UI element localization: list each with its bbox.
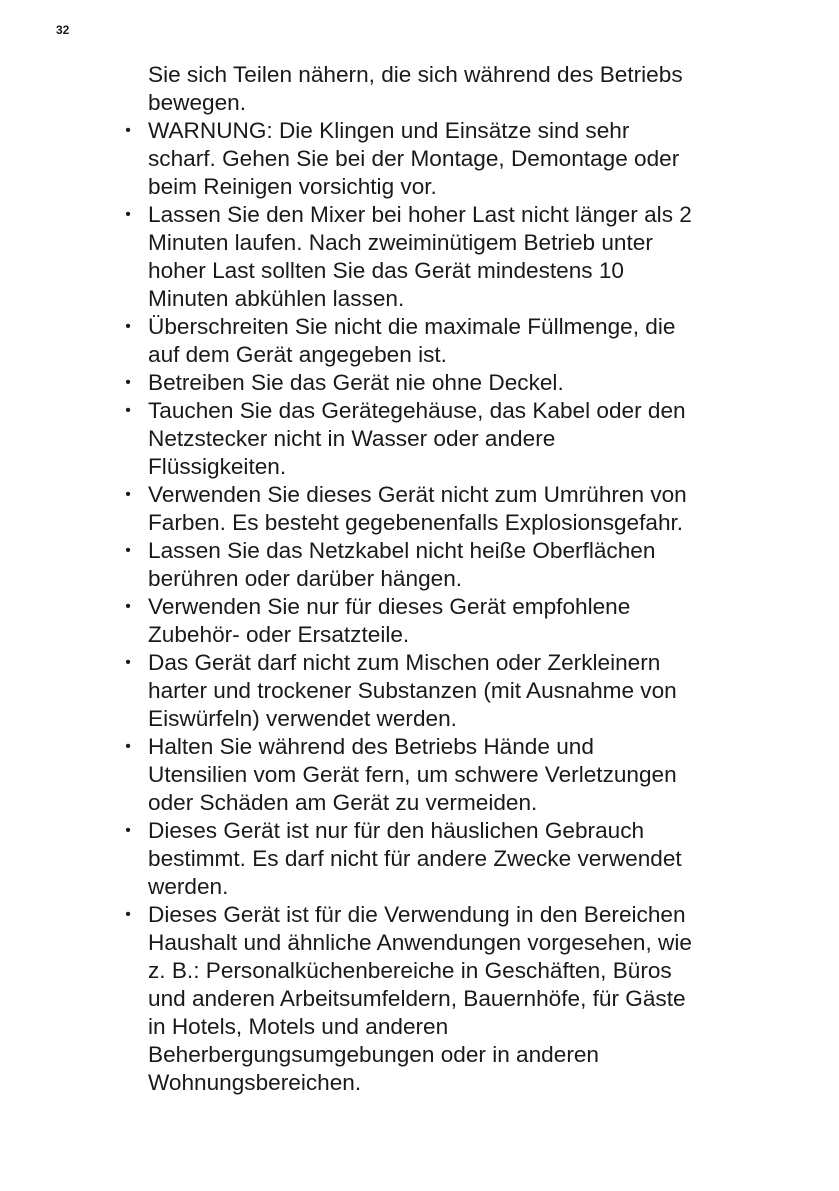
bullet-icon: • xyxy=(125,486,131,503)
text-line: hoher Last sollten Sie das Gerät mindestens 10 xyxy=(148,258,625,283)
text-line: scharf. Gehen Sie bei der Montage, Demontage oder xyxy=(148,146,680,171)
bullet-icon: • xyxy=(125,738,131,755)
text-line: berühren oder darüber hängen. xyxy=(148,566,463,591)
list-item xyxy=(125,117,788,201)
list-item xyxy=(125,481,788,537)
text-line: WARNUNG: Die Klingen und Einsätze sind sehr xyxy=(148,118,630,143)
bullet-icon: • xyxy=(125,374,131,391)
text-line: Minuten abkühlen lassen. xyxy=(148,286,405,311)
bullet-icon: • xyxy=(125,906,131,923)
list-item xyxy=(125,593,788,649)
text-line: Lassen Sie den Mixer bei hoher Last nicht länger als 2 xyxy=(148,202,692,227)
text-line: bewegen. xyxy=(148,90,246,115)
bullet-icon: • xyxy=(125,318,131,335)
bullet-icon: • xyxy=(125,654,131,671)
page-number: 32 xyxy=(56,23,70,37)
bullet-icon: • xyxy=(125,206,131,223)
intro-continuation xyxy=(148,61,788,117)
bullet-icon: • xyxy=(125,598,131,615)
text-line: Verwenden Sie nur für dieses Gerät empfohlene xyxy=(148,594,631,619)
list-item xyxy=(125,817,788,901)
bullet-icon: • xyxy=(125,122,131,139)
text-line: Beherbergungsumgebungen oder in anderen xyxy=(148,1042,599,1067)
text-line: Farben. Es besteht gegebenenfalls Explosionsgefahr. xyxy=(148,510,684,535)
text-line: bestimmt. Es darf nicht für andere Zwecke verwendet xyxy=(148,846,682,871)
list-item xyxy=(125,201,788,313)
list-item xyxy=(125,369,788,397)
text-line: oder Schäden am Gerät zu vermeiden. xyxy=(148,790,538,815)
text-line: Eiswürfeln) verwendet werden. xyxy=(148,706,457,731)
list-item xyxy=(125,901,788,1097)
safety-list xyxy=(125,117,788,1097)
text-line: Halten Sie während des Betriebs Hände und xyxy=(148,734,594,759)
text-line: und anderen Arbeitsumfeldern, Bauernhöfe, für Gäste xyxy=(148,986,686,1011)
text-line: Wohnungsbereichen. xyxy=(148,1070,362,1095)
text-line: auf dem Gerät angegeben ist. xyxy=(148,342,447,367)
text-line: Dieses Gerät ist für die Verwendung in den Bereichen xyxy=(148,902,686,927)
text-line: Verwenden Sie dieses Gerät nicht zum Umrühren von xyxy=(148,482,687,507)
text-line: in Hotels, Motels und anderen xyxy=(148,1014,449,1039)
text-line: harter und trockener Substanzen (mit Ausnahme von xyxy=(148,678,677,703)
text-line: Utensilien vom Gerät fern, um schwere Verletzungen xyxy=(148,762,677,787)
text-line: Dieses Gerät ist nur für den häuslichen Gebrauch xyxy=(148,818,645,843)
text-line: Flüssigkeiten. xyxy=(148,454,287,479)
list-item xyxy=(125,733,788,817)
list-item xyxy=(125,649,788,733)
text-line: Netzstecker nicht in Wasser oder andere xyxy=(148,426,556,451)
text-line: beim Reinigen vorsichtig vor. xyxy=(148,174,437,199)
safety-instructions xyxy=(125,61,788,1097)
text-line: Überschreiten Sie nicht die maximale Füllmenge, die xyxy=(148,314,676,339)
text-line: Betreiben Sie das Gerät nie ohne Deckel. xyxy=(148,370,564,395)
text-line: Zubehör- oder Ersatzteile. xyxy=(148,622,410,647)
bullet-icon: • xyxy=(125,542,131,559)
text-line: Minuten laufen. Nach zweiminütigem Betrieb unter xyxy=(148,230,653,255)
list-item xyxy=(125,313,788,369)
text-line: z. B.: Personalküchenbereiche in Geschäften, Büros xyxy=(148,958,672,983)
list-item xyxy=(125,537,788,593)
list-item xyxy=(125,397,788,481)
text-line: Sie sich Teilen nähern, die sich während des Betriebs xyxy=(148,62,683,87)
text-line: Haushalt und ähnliche Anwendungen vorgesehen, wie xyxy=(148,930,692,955)
bullet-icon: • xyxy=(125,822,131,839)
text-line: Das Gerät darf nicht zum Mischen oder Zerkleinern xyxy=(148,650,661,675)
bullet-icon: • xyxy=(125,402,131,419)
text-line: Lassen Sie das Netzkabel nicht heiße Oberflächen xyxy=(148,538,656,563)
text-line: Tauchen Sie das Gerätegehäuse, das Kabel oder den xyxy=(148,398,686,423)
text-line: werden. xyxy=(148,874,229,899)
